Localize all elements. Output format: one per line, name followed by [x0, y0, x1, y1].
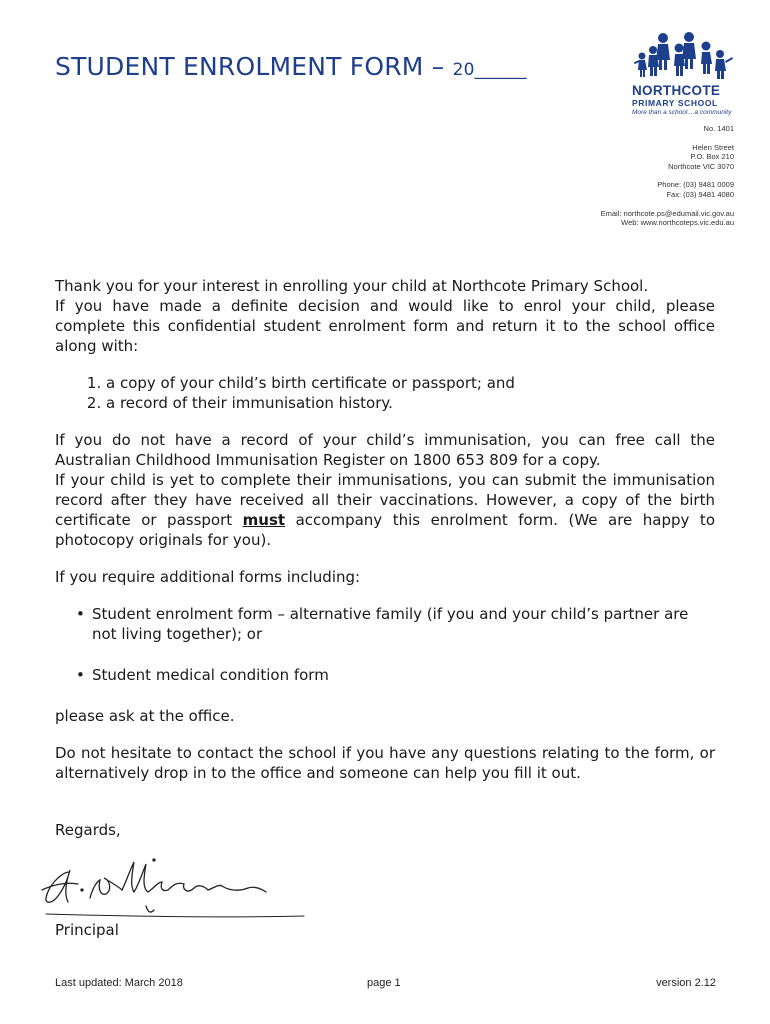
school-number: No. 1401 [703, 124, 734, 133]
street-address: Helen Street [692, 142, 734, 152]
school-name: NORTHCOTE [632, 83, 721, 98]
intro-paragraph: Thank you for your interest in enrolling your child at Northcote Primary School. [55, 277, 649, 295]
po-box: P.O. Box 210 [690, 152, 734, 162]
list-item: • Student medical condition form [92, 665, 715, 685]
list-item: • Student enrolment form – alternative family (if you and your child’s partner are not living together); or [92, 604, 715, 644]
regards-text: Regards, [55, 821, 121, 839]
required-documents-list [55, 373, 715, 413]
school-type: PRIMARY SCHOOL [632, 98, 718, 108]
contact-paragraph: Do not hesitate to contact the school if you have any questions relating to the form, or alternatively drop in to the office and someone can help you fill it out. [55, 744, 715, 782]
school-logo [632, 30, 742, 117]
last-updated: Last updated: March 2018 [55, 977, 183, 989]
list-item: 2. a record of their immunisation history. [106, 393, 715, 413]
principal-title: Principal [55, 921, 119, 939]
website: Web: www.northcoteps.vic.edu.au [621, 218, 734, 228]
year-field: 20______ [452, 60, 527, 80]
suburb: Northcote VIC 3070 [668, 161, 734, 171]
instructions-paragraph: If you have made a definite decision and would like to enrol your child, please complete this confidential student enrolment form and return it to the school office along with: [55, 297, 715, 355]
ask-office-paragraph: please ask at the office. [55, 707, 235, 725]
page-number: page 1 [367, 977, 401, 989]
must-emphasis: must [242, 511, 286, 529]
version-number: version 2.12 [656, 977, 716, 989]
school-address [601, 124, 734, 228]
fax-number: Fax: (03) 9481 4080 [666, 189, 734, 199]
letter-body [55, 276, 715, 840]
children-figures-icon [632, 30, 736, 82]
additional-forms-paragraph: If you require additional forms including: [55, 568, 361, 586]
school-tagline: More than a school ...a community [632, 109, 732, 116]
phone-number: Phone: (03) 9481 0009 [657, 180, 734, 190]
principal-signature [38, 852, 308, 922]
immunisation-submit-paragraph: If your child is yet to complete their immunisations, you can submit the immunisation record after they have received all their vaccinations. However, a copy of the birth certificate or passport must accompany this enrolment form. (We are happy to photocopy originals for you). [55, 471, 715, 549]
additional-forms-list [55, 604, 715, 685]
immunisation-register-paragraph: If you do not have a record of your child’s immunisation, you can free call the Australian Childhood Immunisation Register on 1800 653 809 for a copy. [55, 431, 715, 469]
email-address: Email: northcote.ps@edumail.vic.gov.au [600, 208, 734, 218]
form-title: STUDENT ENROLMENT FORM – [55, 52, 453, 81]
list-item: 1. a copy of your child’s birth certificate or passport; and [106, 373, 715, 393]
page-title [55, 52, 527, 81]
